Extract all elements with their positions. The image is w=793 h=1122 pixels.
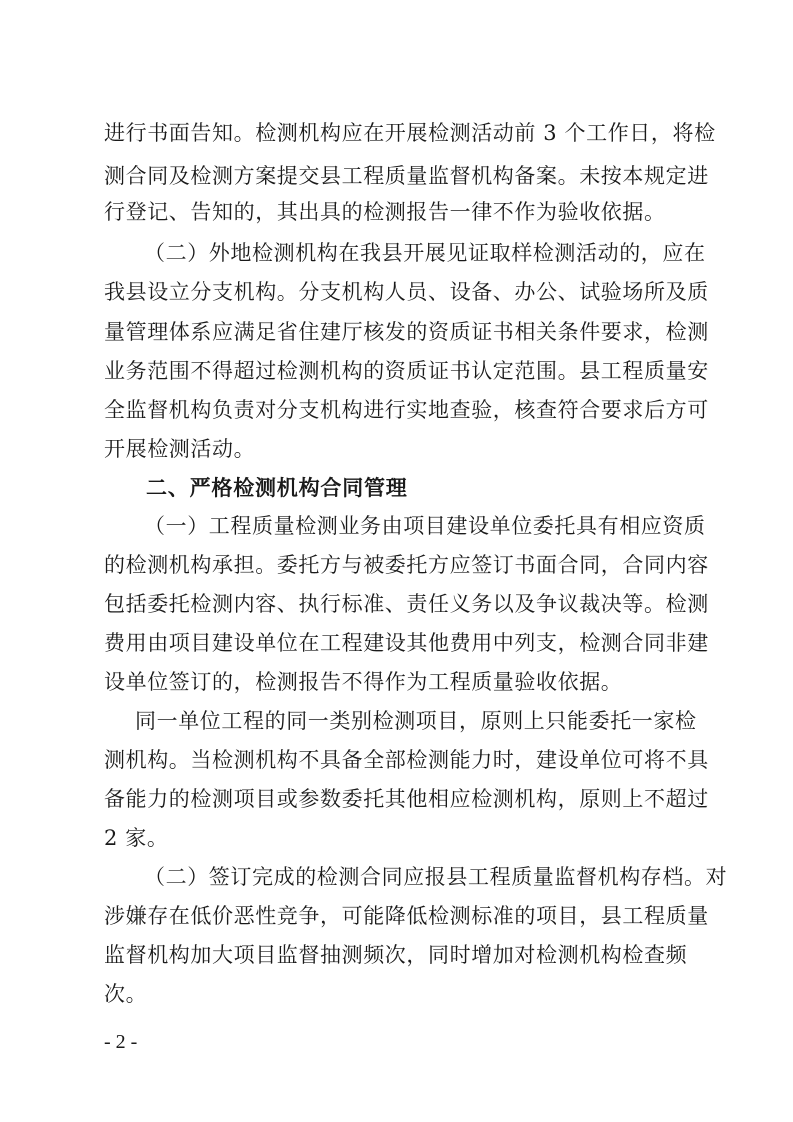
- text-line: 进行书面告知。检测机构应在开展检测活动前 3 个工作日，将检: [104, 121, 716, 145]
- text-line: 设单位签订的，检测报告不得作为工程质量验收依据。: [104, 670, 623, 694]
- text-line: 量管理体系应满足省住建厅核发的资质证书相关条件要求，检测: [104, 320, 709, 344]
- text-line: 我县设立分支机构。分支机构人员、设备、办公、试验场所及质: [104, 280, 709, 304]
- text-line: 开展检测活动。: [104, 437, 256, 461]
- paragraph-start-line: 同一单位工程的同一类别检测项目，原则上只能委托一家检: [135, 709, 697, 733]
- page-number: - 2 -: [104, 1031, 138, 1053]
- text-line: 监督机构加大项目监督抽测频次，同时增加对检测机构检查频: [104, 943, 688, 967]
- text-line: 涉嫌存在低价恶性竞争，可能降低检测标准的项目，县工程质量: [104, 904, 709, 928]
- text-line: 测合同及检测方案提交县工程质量监督机构备案。未按本规定进: [104, 164, 709, 188]
- paragraph-start-line: （二）签订完成的检测合同应报县工程质量监督机构存档。对: [144, 865, 728, 889]
- text-line: 全监督机构负责对分支机构进行实地查验，核查符合要求后方可: [104, 398, 709, 422]
- text-line: 的检测机构承担。委托方与被委托方应签订书面合同，合同内容: [104, 553, 709, 577]
- text-line: 费用由项目建设单位在工程建设其他费用中列支，检测合同非建: [104, 631, 709, 655]
- text-line: 业务范围不得超过检测机构的资质证书认定范围。县工程质量安: [104, 359, 709, 383]
- text-line: 次。: [104, 982, 148, 1006]
- text-line: 包括委托检测内容、执行标准、责任义务以及争议裁决等。检测: [104, 592, 709, 616]
- text-line: 备能力的检测项目或参数委托其他相应检测机构，原则上不超过: [104, 787, 709, 811]
- paragraph-start-line: （一）工程质量检测业务由项目建设单位委托具有相应资质: [144, 514, 706, 538]
- text-line: 测机构。当检测机构不具备全部检测能力时，建设单位可将不具: [104, 748, 709, 772]
- text-line: 行登记、告知的，其出具的检测报告一律不作为验收依据。: [104, 200, 666, 224]
- paragraph-start-line: （二）外地检测机构在我县开展见证取样检测活动的，应在: [144, 241, 706, 265]
- section-heading: 二、严格检测机构合同管理: [146, 476, 408, 500]
- text-line: 2 家。: [104, 826, 169, 850]
